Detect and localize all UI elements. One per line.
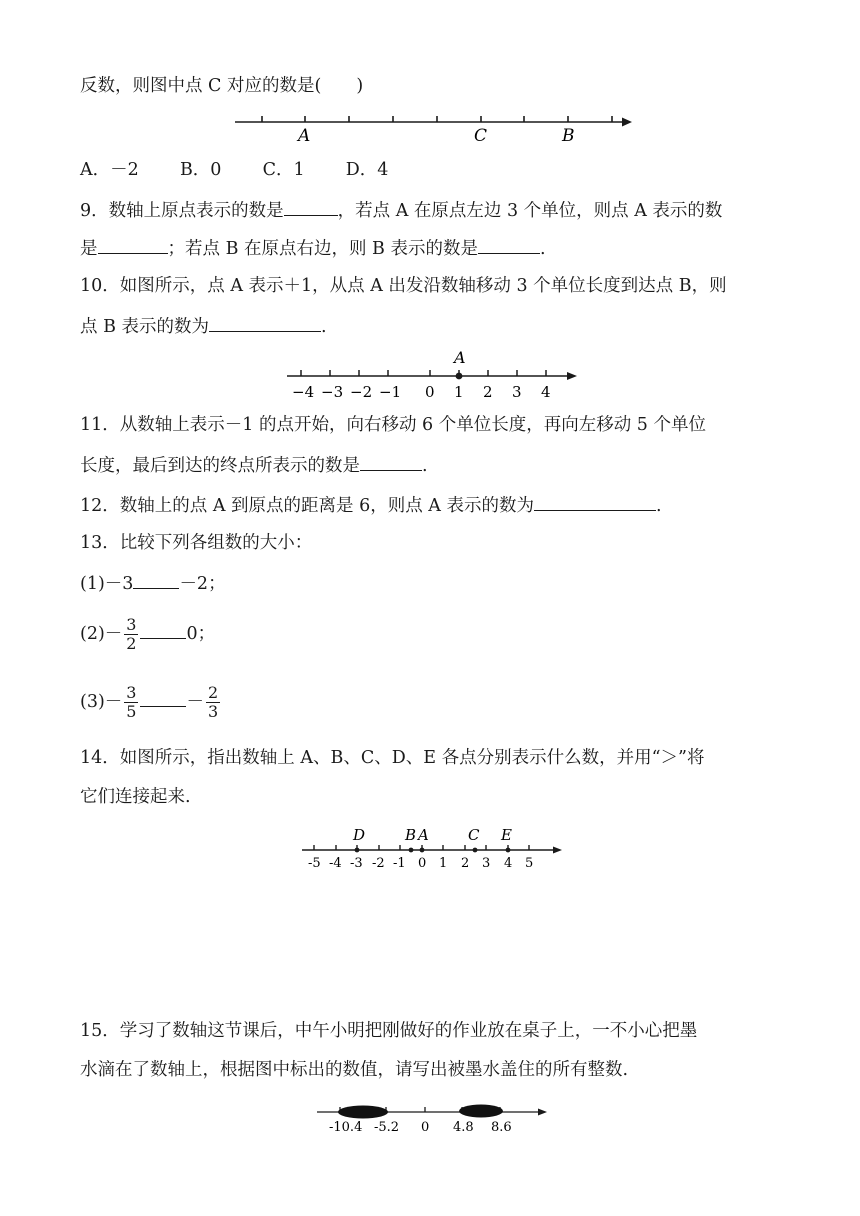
q14-tick-label: 3 bbox=[482, 856, 491, 871]
q14-point-label-e: E bbox=[501, 826, 512, 844]
q14-tick-label: 4 bbox=[504, 856, 513, 871]
q14-tick-label: -1 bbox=[393, 856, 406, 871]
q8-label-b: B bbox=[562, 126, 575, 146]
q14-tick-label: 2 bbox=[461, 856, 470, 871]
q14-tick-label: -3 bbox=[350, 856, 363, 871]
q14-line2: 它们连接起来. bbox=[80, 787, 191, 807]
q15-number-line bbox=[0, 1098, 860, 1143]
q11-text-b: . bbox=[422, 456, 428, 476]
fraction-numerator: 3 bbox=[126, 683, 137, 702]
q15-tick-label: 4.8 bbox=[453, 1120, 474, 1135]
q9-text-c: 是 bbox=[80, 239, 98, 259]
q10-tick-label: 1 bbox=[454, 383, 464, 401]
q10-tick-label: −3 bbox=[321, 383, 344, 401]
q14-point-d bbox=[355, 848, 360, 853]
q10-tick-label: 3 bbox=[512, 383, 522, 401]
q10-tick-label: −4 bbox=[292, 383, 315, 401]
q12-text-a: 12．数轴上的点 A 到原点的距离是 6，则点 A 表示的数为 bbox=[80, 496, 534, 516]
q11-blank[interactable] bbox=[360, 452, 422, 471]
q14-point-label-d: D bbox=[353, 826, 366, 844]
q9-text-d: ；若点 B 在原点右边，则 B 表示的数是 bbox=[167, 239, 478, 259]
q14-tick-label: -2 bbox=[372, 856, 385, 871]
q9-text-a: 9．数轴上原点表示的数是 bbox=[80, 201, 284, 221]
q10-point-label: A bbox=[454, 348, 466, 367]
q14-point-label-b: B bbox=[405, 826, 417, 844]
q15-tick-label: 0 bbox=[421, 1120, 430, 1135]
q8-option-b[interactable]: B．0 bbox=[179, 160, 222, 180]
q14-point-label-c: C bbox=[468, 826, 480, 844]
q8-option-d[interactable]: D．4 bbox=[345, 160, 389, 180]
q14-line1: 14．如图所示，指出数轴上 A、B、C、D、E 各点分别表示什么数，并用“＞”将 bbox=[80, 748, 705, 768]
q10-tick-label: −2 bbox=[350, 383, 373, 401]
ink-blot-left bbox=[338, 1106, 388, 1119]
fraction-denominator: 2 bbox=[126, 634, 137, 653]
q8-number-line bbox=[0, 105, 860, 145]
q9-text-e: . bbox=[539, 239, 546, 259]
q14-tick-label: 0 bbox=[418, 856, 427, 871]
q15-tick-label: 8.6 bbox=[491, 1120, 512, 1135]
q12-text-b: . bbox=[656, 496, 662, 516]
q8-label-c: C bbox=[474, 126, 488, 146]
q14-point-e bbox=[506, 848, 511, 853]
q14-tick-label: 5 bbox=[525, 856, 534, 871]
q13-p2-fraction bbox=[124, 616, 138, 653]
q15-tick-label: -10.4 bbox=[329, 1120, 363, 1135]
q13-part2 bbox=[80, 612, 215, 656]
q9-line1 bbox=[80, 197, 722, 223]
q15-line1: 15．学习了数轴这节课后，中午小明把刚做好的作业放在桌子上，一不小心把墨 bbox=[80, 1021, 698, 1041]
q13-blank-3[interactable] bbox=[140, 688, 186, 707]
q13-p3-fraction-2 bbox=[206, 684, 220, 721]
q10-blank[interactable] bbox=[209, 313, 321, 332]
q12-line bbox=[80, 492, 662, 518]
q14-point-a bbox=[420, 848, 425, 853]
q13-blank-2[interactable] bbox=[140, 620, 186, 639]
q13-p1-right: －2； bbox=[179, 574, 226, 594]
q14-tick-label: -5 bbox=[308, 856, 321, 871]
q13-p3-minus: － bbox=[186, 692, 204, 712]
q14-point-label-a: A bbox=[418, 826, 429, 844]
q8-option-c[interactable]: C．1 bbox=[262, 160, 305, 180]
q9-blank-3[interactable] bbox=[478, 235, 540, 254]
q9-line2 bbox=[80, 235, 546, 261]
q9-blank-1[interactable] bbox=[284, 197, 338, 216]
q10-number-line bbox=[0, 345, 860, 400]
q14-point-b bbox=[409, 848, 414, 853]
q8-label-a: A bbox=[298, 126, 311, 146]
q10-line1: 10．如图所示，点 A 表示＋1，从点 A 出发沿数轴移动 3 个单位长度到达点 B，则 bbox=[80, 276, 727, 296]
fraction-denominator: 3 bbox=[207, 702, 219, 721]
q13-p3-fraction-1 bbox=[124, 684, 138, 721]
q13-part3 bbox=[80, 680, 222, 724]
q10-tick-label: 2 bbox=[483, 383, 493, 401]
fraction-denominator: 5 bbox=[126, 702, 137, 721]
q14-point-c bbox=[473, 848, 478, 853]
q13-blank-1[interactable] bbox=[133, 570, 179, 589]
fraction-numerator: 3 bbox=[126, 615, 137, 634]
q13-title: 13．比较下列各组数的大小： bbox=[80, 533, 313, 553]
q10-text-a: 点 B 表示的数为 bbox=[80, 317, 209, 337]
q10-line2 bbox=[80, 313, 327, 339]
q13-p1-left: (1)－3 bbox=[80, 574, 134, 594]
q14-number-line bbox=[0, 822, 860, 872]
q9-blank-2[interactable] bbox=[98, 235, 168, 254]
q8-text: 反数，则图中点 C 对应的数是( ) bbox=[80, 76, 364, 96]
q13-p2-right: 0； bbox=[186, 624, 216, 644]
q10-point-a bbox=[456, 373, 463, 380]
q11-text-a: 长度，最后到达的终点所表示的数是 bbox=[80, 456, 360, 476]
q11-line2 bbox=[80, 452, 428, 478]
q10-tick-label: 0 bbox=[425, 383, 435, 401]
q13-p3-left: (3)－ bbox=[80, 692, 123, 712]
q13-p2-left: (2)－ bbox=[80, 624, 123, 644]
q10-tick-label: −1 bbox=[379, 383, 402, 401]
q15-line2: 水滴在了数轴上，根据图中标出的数值，请写出被墨水盖住的所有整数. bbox=[80, 1060, 629, 1080]
fraction-numerator: 2 bbox=[207, 683, 219, 702]
q14-tick-label: -4 bbox=[329, 856, 342, 871]
q13-part1 bbox=[80, 570, 226, 596]
q14-tick-label: 1 bbox=[439, 856, 448, 871]
q8-option-a[interactable]: A．－2 bbox=[80, 160, 139, 180]
q11-line1: 11．从数轴上表示－1 的点开始，向右移动 6 个单位长度，再向左移动 5 个单位 bbox=[80, 415, 706, 435]
q12-blank[interactable] bbox=[534, 492, 656, 511]
q15-tick-label: -5.2 bbox=[374, 1120, 400, 1135]
q9-text-b: ，若点 A 在原点左边 3 个单位，则点 A 表示的数 bbox=[337, 201, 723, 221]
q8-options bbox=[80, 158, 388, 182]
q10-text-b: . bbox=[321, 317, 327, 337]
q10-tick-label: 4 bbox=[541, 383, 551, 401]
ink-blot-right bbox=[459, 1105, 503, 1118]
